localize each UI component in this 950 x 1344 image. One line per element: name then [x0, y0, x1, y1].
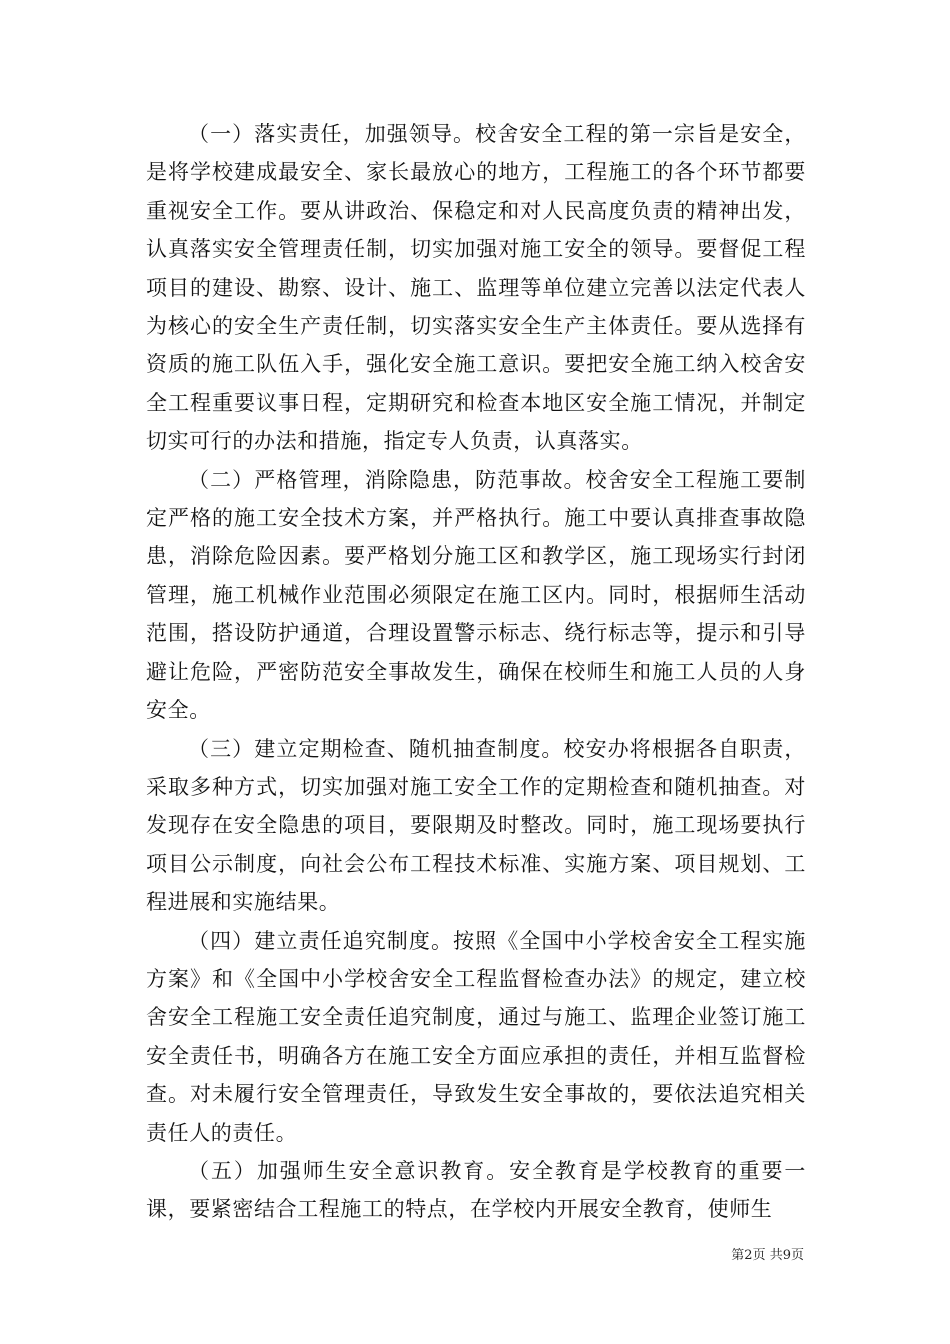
- paragraph-4: （四）建立责任追究制度。按照《全国中小学校舍安全工程实施方案》和《全国中小学校舍安全工程监督检查办法》的规定，建立校舍安全工程施工安全责任追究制度，通过与施工、监理企业签订施工安全责任书，明确各方在施工安全方面应承担的责任，并相互监督检查。对未履行安全管理责任，导致发生安全事故的，要依法追究相关责任人的责任。: [146, 928, 806, 1145]
- paragraph-3: （三）建立定期检查、随机抽查制度。校安办将根据各自职责，采取多种方式，切实加强对施工安全工作的定期检查和随机抽查。对发现存在安全隐患的项目，要限期及时整改。同时，施工现场要执行项目公示制度，向社会公布工程技术标准、实施方案、项目规划、工程进展和实施结果。: [146, 736, 806, 915]
- paragraph-5: （五）加强师生安全意识教育。安全教育是学校教育的重要一课，要紧密结合工程施工的特点，在学校内开展安全教育，使师生: [146, 1158, 806, 1222]
- paragraph-1: （一）落实责任，加强领导。校舍安全工程的第一宗旨是安全，是将学校建成最安全、家长最放心的地方，工程施工的各个环节都要重视安全工作。要从讲政治、保稳定和对人民高度负责的精神出发，认真落实安全管理责任制，切实加强对施工安全的领导。要督促工程项目的建设、勘察、设计、施工、监理等单位建立完善以法定代表人为核心的安全生产责任制，切实落实安全生产主体责任。要从选择有资质的施工队伍入手，强化安全施工意识。要把安全施工纳入校舍安全工程重要议事日程，定期研究和检查本地区安全施工情况，并制定切实可行的办法和措施，指定专人负责，认真落实。: [146, 122, 806, 454]
- footer-middle: 页 共: [752, 1248, 783, 1263]
- document-body: [146, 115, 806, 1229]
- footer-suffix: 页: [790, 1248, 804, 1263]
- footer-prefix: 第: [731, 1248, 745, 1263]
- paragraph-2: （二）严格管理，消除隐患，防范事故。校舍安全工程施工要制定严格的施工安全技术方案，并严格执行。施工中要认真排查事故隐患，消除危险因素。要严格划分施工区和教学区，施工现场实行封闭管理，施工机械作业范围必须限定在施工区内。同时，根据师生活动范围，搭设防护通道，合理设置警示标志、绕行标志等，提示和引导避让危险，严密防范安全事故发生，确保在校师生和施工人员的人身安全。: [146, 467, 806, 723]
- page-number-footer: [731, 1248, 804, 1264]
- current-page-number: 2: [744, 1248, 753, 1263]
- total-page-number: 9: [782, 1248, 791, 1263]
